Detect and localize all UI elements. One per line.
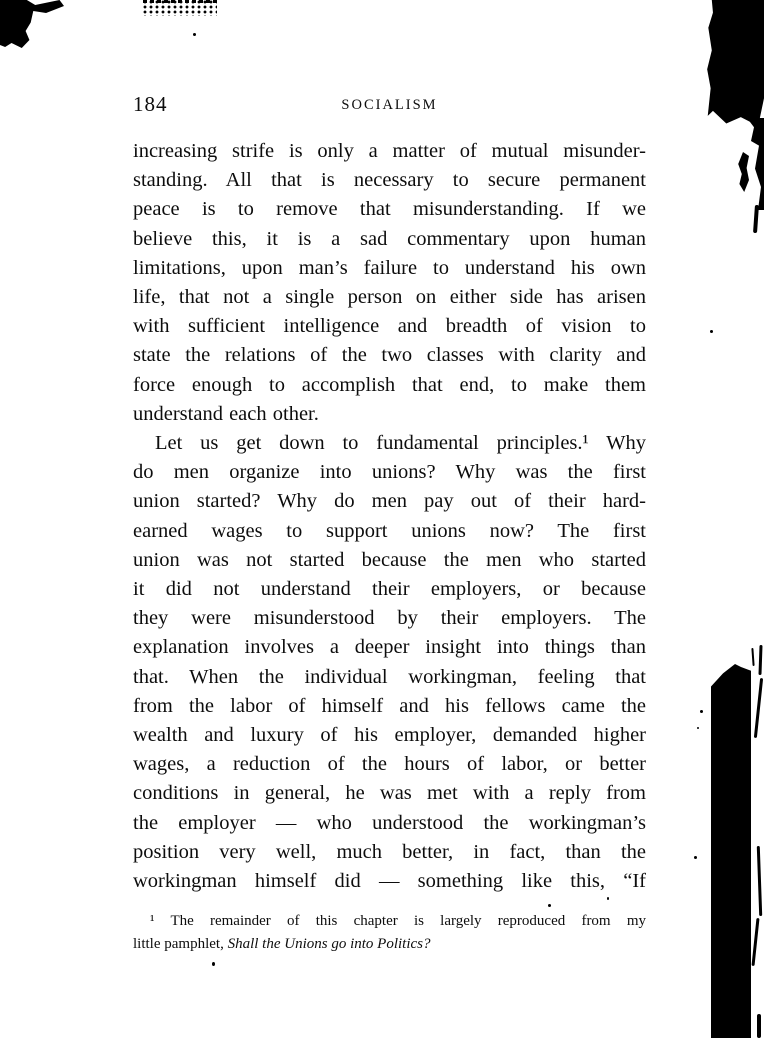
text-line: with sufficient intelligence and breadth of vision to [133,315,646,338]
scan-shadow-right-blob [737,152,749,192]
scan-speck [710,330,713,333]
running-title: SOCIALISM [341,97,438,113]
text-line: limitations, upon man’s failure to understand his own [133,256,646,279]
text-line: they were misunderstood by their employers. The [133,607,646,630]
text-line: explanation involves a deeper insight into things than [133,636,646,659]
scan-strand [751,648,754,666]
text-line: peace is to remove that misunderstanding. If we [133,198,646,221]
scan-speck [694,856,697,859]
scan-speck [212,962,215,966]
scan-strand [754,678,763,738]
text-line: from the labor of himself and his fellows came the [133,694,646,717]
scan-strand [751,918,759,966]
page-number: 184 [133,92,168,116]
footnote-line-2-text: little pamphlet, [133,935,228,952]
text-line: that. When the individual workingman, feeling that [133,665,646,688]
scan-speck [700,710,703,713]
text-line: understand each other. [133,402,319,425]
page-header [133,92,646,118]
text-line: wages, a reduction of the hours of labor, or better [133,753,646,776]
text-line: believe this, it is a sad commentary upon human [133,227,646,250]
paragraph [133,137,646,429]
scan-speck [697,727,699,729]
scan-strand [758,645,762,675]
text-line: conditions in general, he was met with a reply from [133,782,646,805]
text-line: union was not started because the men who started [133,548,646,571]
text-line: workingman himself did — something like this, “If [133,870,646,893]
scan-shadow-bottom-right [711,664,751,1038]
body-text [133,137,646,896]
footnote-pamphlet-title: Shall the Unions go into Politics? [227,935,431,952]
paragraph [133,429,646,896]
text-line: union started? Why do men pay out of their hard- [133,490,646,513]
text-line: life, that not a single person on either side has arisen [133,286,646,309]
text-line: force enough to accomplish that end, to make them [133,373,646,396]
text-line: wealth and luxury of his employer, demanded higher [133,724,646,747]
scan-shadow-top-right [706,0,764,126]
text-line: do men organize into unions? Why was the first [133,461,646,484]
text-line: state the relations of the two classes with clarity and [133,344,646,367]
scan-strand [757,1014,761,1038]
text-line: position very well, much better, in fact, than the [133,840,646,863]
text-line: increasing strife is only a matter of mutual misunder- [133,140,646,162]
footnote [133,910,646,955]
torn-paper-speckles [143,0,217,16]
footnote-line-1: ¹ The remainder of this chapter is largely reproduced from my [150,913,646,929]
ink-blot-top-left [0,0,64,50]
scan-strand [757,846,762,916]
text-line: Let us get down to fundamental principles.¹ Why [155,432,646,455]
footnote-line-2 [133,933,646,956]
scan-speck [193,33,196,36]
text-line: standing. All that is necessary to secure permanent [133,169,646,192]
scan-speck [607,897,609,900]
scan-speck [548,904,551,907]
scan-strand [753,205,759,233]
text-line: earned wages to support unions now? The first [133,519,646,542]
text-line: the employer — who understood the workingman’s [133,811,646,834]
text-line: it did not understand their employers, or because [133,578,646,601]
